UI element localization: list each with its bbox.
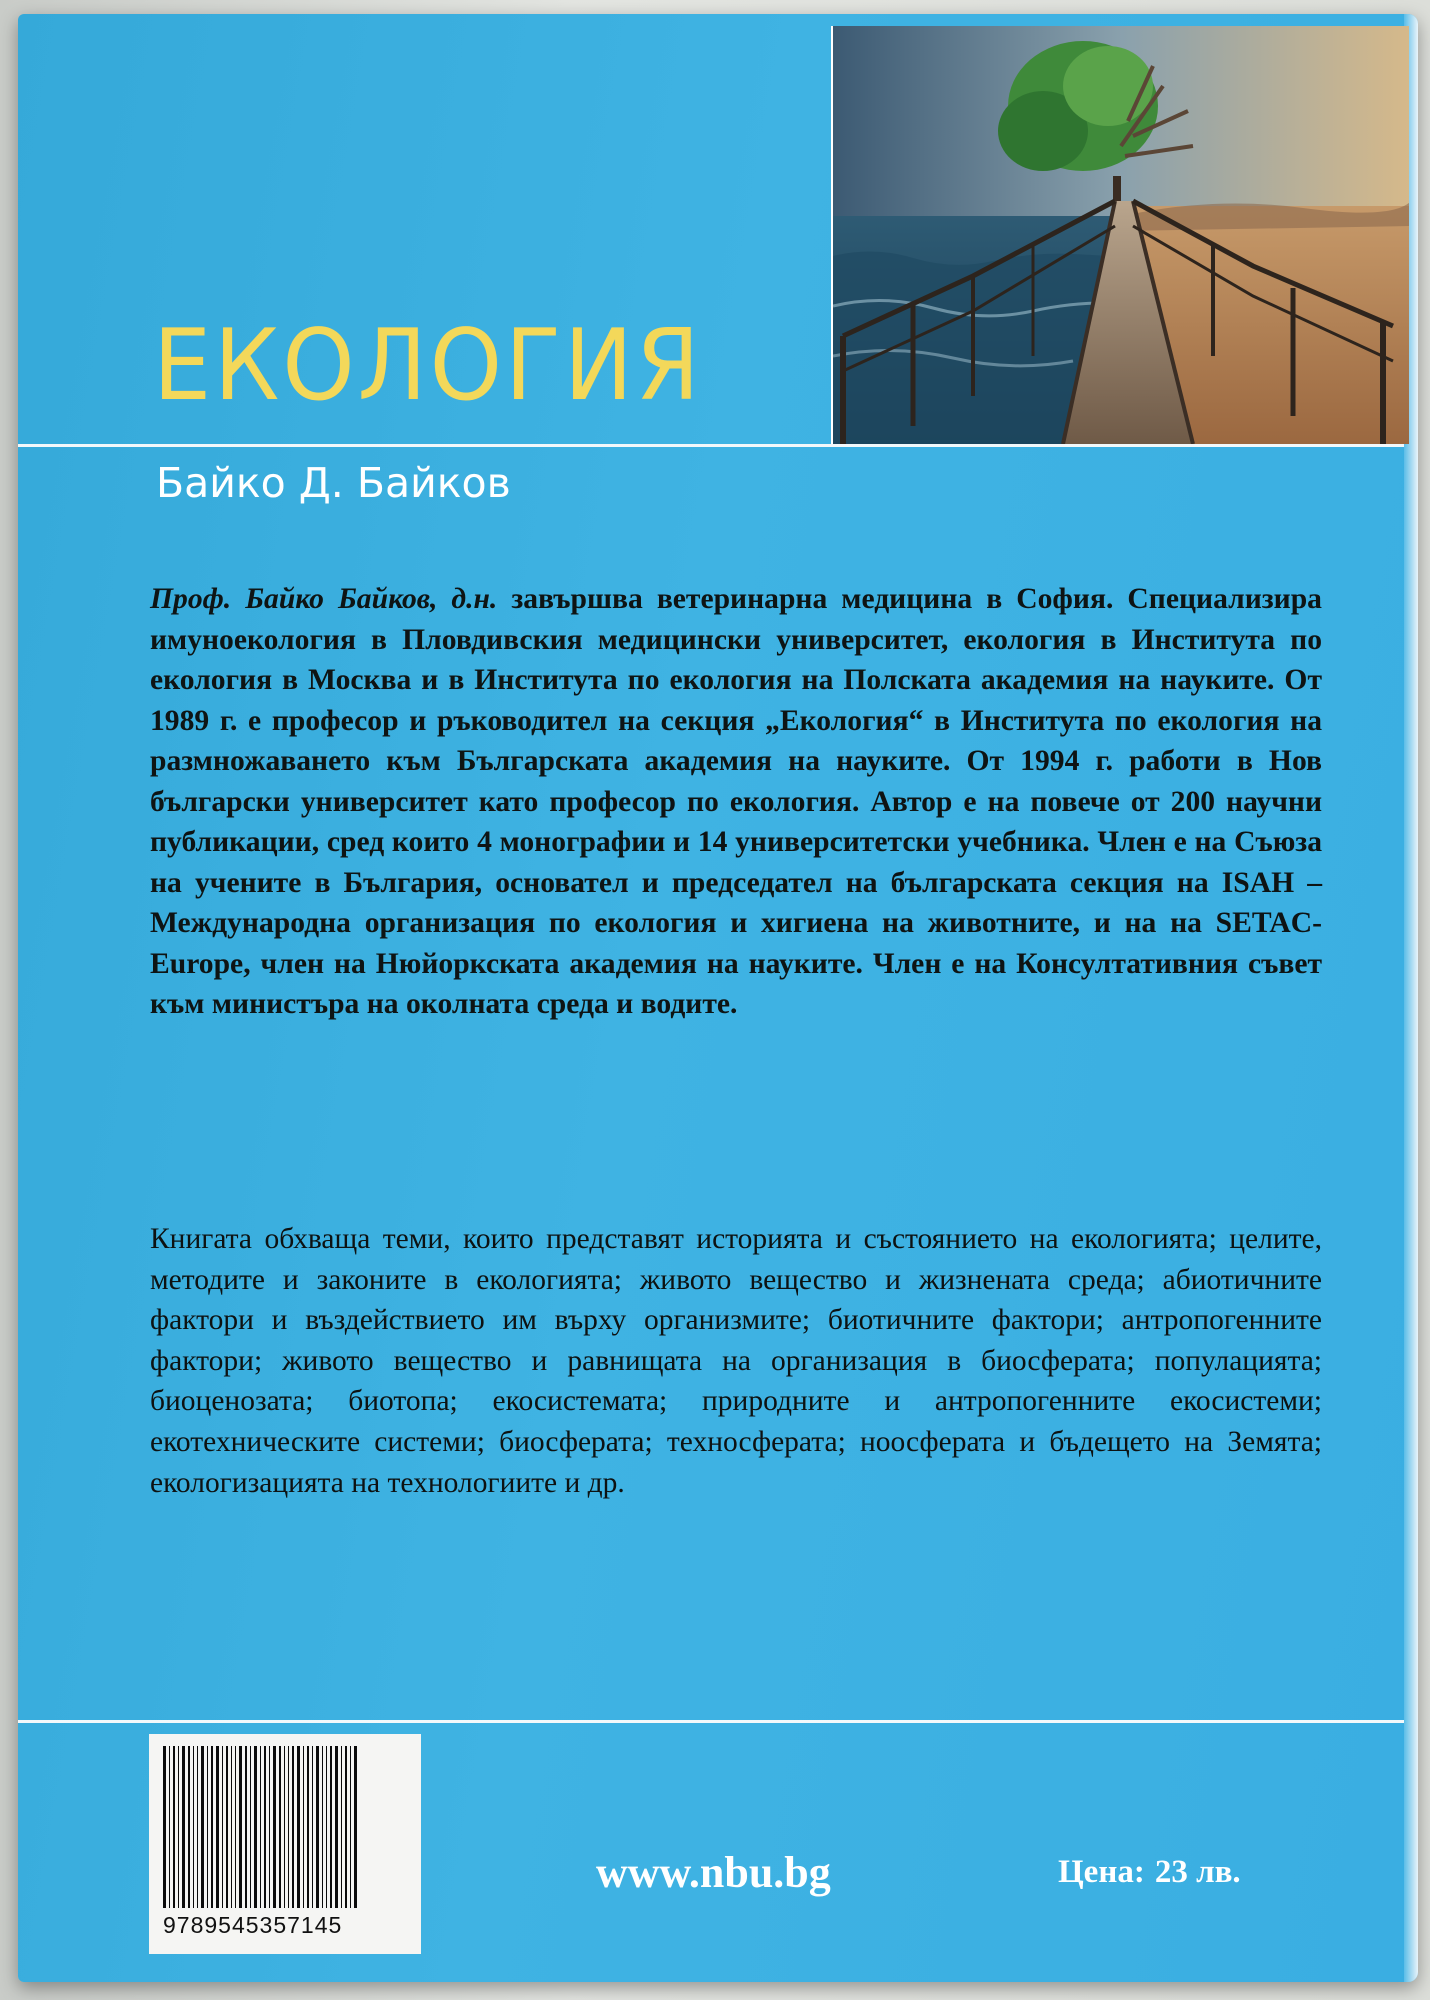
author-biography — [150, 579, 1322, 1025]
barcode-bar — [182, 1746, 185, 1908]
price-value: 23 лв. — [1154, 1854, 1241, 1890]
divider-line-bottom — [18, 1720, 1404, 1723]
barcode-bar — [188, 1746, 190, 1908]
book-author: Байко Д. Байков — [156, 459, 511, 507]
isbn-barcode — [149, 1734, 421, 1954]
barcode-bar — [330, 1746, 332, 1908]
barcode-bar — [264, 1746, 266, 1908]
isbn-number: 9789545357145 — [163, 1912, 343, 1938]
publisher-website: www.nbu.bg — [596, 1848, 831, 1897]
barcode-bar — [193, 1746, 194, 1908]
barcode-bar — [292, 1746, 294, 1908]
barcode-bar — [173, 1746, 175, 1908]
barcode-bar — [316, 1746, 319, 1908]
barcode-bar — [178, 1746, 179, 1908]
barcode-bar — [354, 1746, 357, 1908]
barcode-bar — [345, 1746, 347, 1908]
barcode-bar — [222, 1746, 223, 1908]
barcode-bar — [197, 1746, 198, 1908]
cover-photo-pier-tree — [831, 26, 1409, 444]
biography-text: завършва ветеринарна медицина в София. Специализира имуноекология в Пловдивския медицински университет, екология в Института по екология в Москва и в Института по екология на Полската академия на науките. От 1989 г. е професор и ръководител на секция „Екология“ в Института по екология на размножаването към Българската академия на науките. От 1994 г. работи в Нов български университет като професор по екология. Автор е на повече от 200 научни публикации, сред които 4 монографии и 14 университетски учебника. Член е на Съюза на учените в България, основател и председател на българската секция на ISAH – Международна организация по екология и хигиена на животните, и на на SETAC-Europe, член на Нюйоркската академия на науките. Член е на Консултативния съвет към министъра на околната среда и водите. — [150, 583, 1322, 1020]
barcode-bar — [239, 1746, 242, 1908]
barcode-bar — [254, 1746, 257, 1908]
barcode-bar — [260, 1746, 261, 1908]
barcode-bar — [250, 1746, 251, 1908]
barcode-bar — [201, 1746, 204, 1908]
barcode-bar — [303, 1746, 304, 1908]
barcode-bar — [297, 1746, 300, 1908]
barcode-bar — [211, 1746, 213, 1908]
barcode-bar — [341, 1746, 342, 1908]
barcode-bar — [169, 1746, 170, 1908]
barcode-bar — [207, 1746, 208, 1908]
barcode-bar — [288, 1746, 289, 1908]
barcode-bars-icon — [163, 1746, 411, 1908]
barcode-bar — [322, 1746, 323, 1908]
book-summary: Книгата обхваща теми, които представят историята и състоянието на екологията; целите, методите и законите в екологията; живото вещество и жизнената среда; абиотичните фактори и въздействието им върху организмите; биотичните фактори; антропогенните фактори; живото вещество и равнищата на организация в биосферата; популацията; биоценозата; биотопа; екосистемата; природните и антропогенните екосистеми; екотехническите системи; биосферата; техносферата; ноосферата и бъдещето на Земята; екологизацията на технологиите и др. — [150, 1223, 1322, 1499]
author-credentials: Проф. Байко Байков, д.н. — [150, 583, 498, 615]
barcode-bar — [273, 1746, 276, 1908]
barcode-bar — [307, 1746, 309, 1908]
barcode-bar — [245, 1746, 247, 1908]
barcode-bar — [326, 1746, 327, 1908]
barcode-bar — [216, 1746, 219, 1908]
barcode-bar — [312, 1746, 313, 1908]
price-label: Цена: — [1058, 1854, 1145, 1890]
barcode-bar — [231, 1746, 232, 1908]
barcode-bar — [235, 1746, 236, 1908]
barcode-bar — [226, 1746, 228, 1908]
barcode-bar — [279, 1746, 281, 1908]
barcode-bar — [269, 1746, 270, 1908]
price — [1058, 1854, 1241, 1891]
barcode-bar — [350, 1746, 351, 1908]
barcode-bar — [163, 1746, 166, 1908]
divider-line-top — [18, 444, 1404, 447]
book-back-cover — [18, 14, 1418, 1982]
book-title: ЕКОЛОГИЯ — [153, 309, 703, 423]
barcode-bar — [284, 1746, 285, 1908]
barcode-bar — [335, 1746, 338, 1908]
